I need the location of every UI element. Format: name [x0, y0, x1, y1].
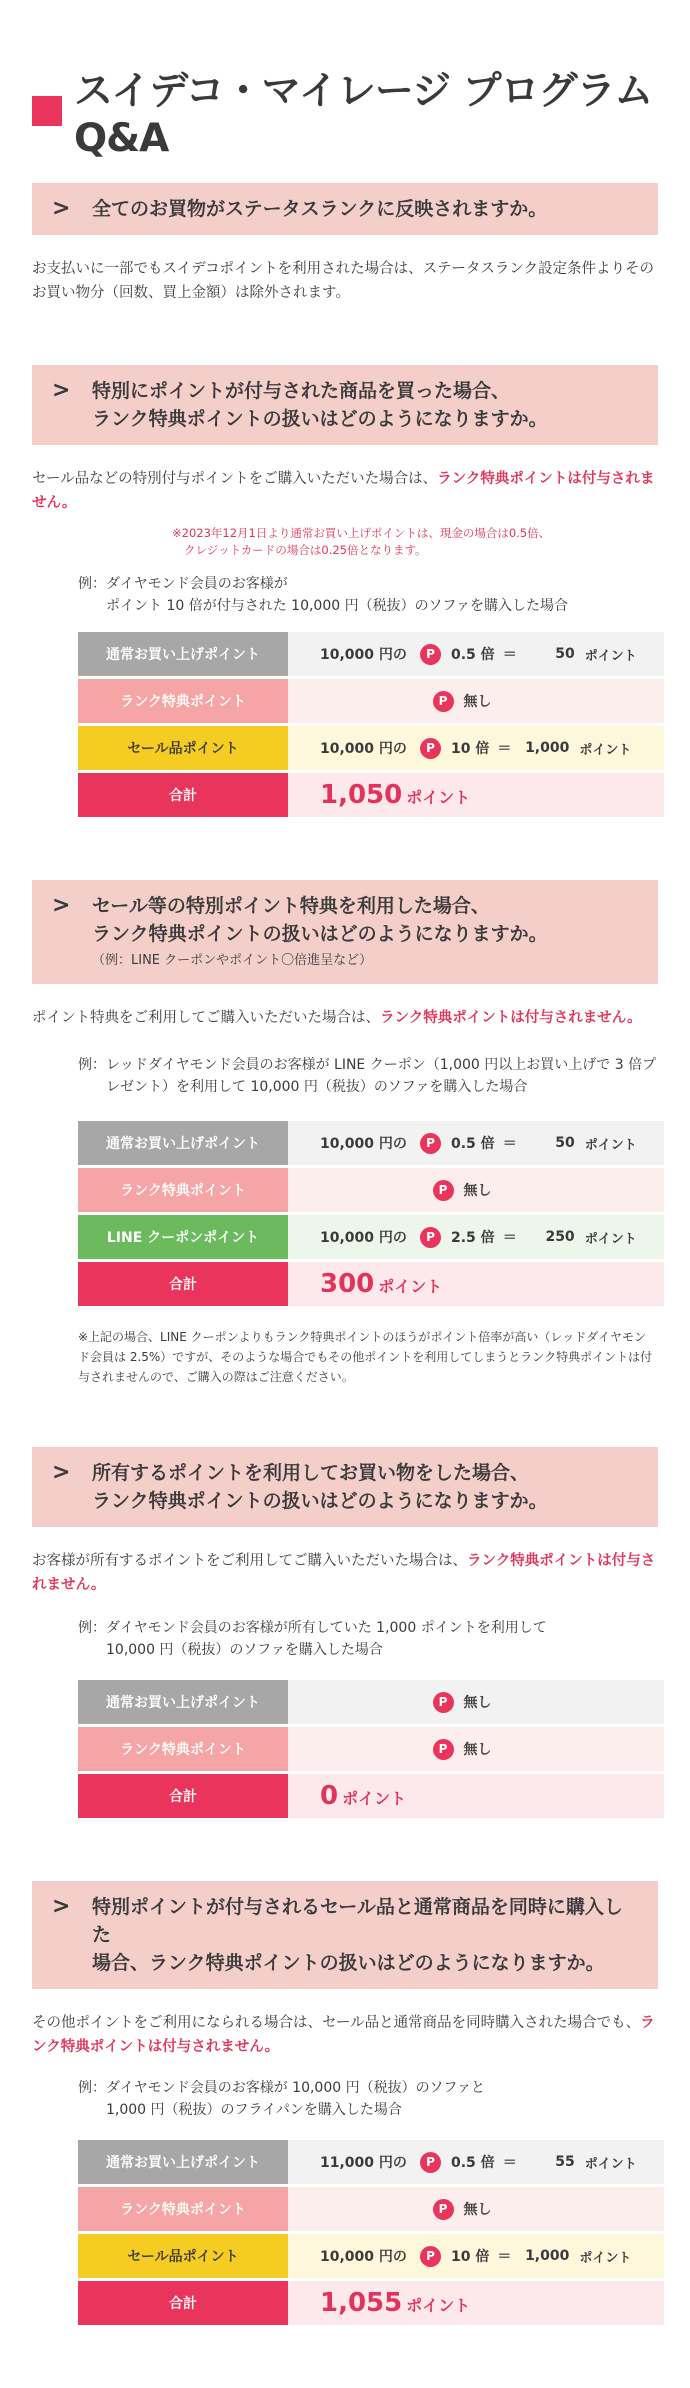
row-label-rank: ランク特典ポイント: [78, 1727, 288, 1771]
rank-value: 無し: [463, 694, 492, 710]
multiplier: 0.5 倍: [451, 2155, 495, 2171]
example-body: レッドダイヤモンド会員のお客様が LINE クーポン（1,000 円以上お買い上げで 3 倍プレゼント）を利用して 10,000 円（税抜）のソファを購入した場合: [106, 1057, 657, 1095]
amount: 10,000 円の: [320, 741, 407, 757]
equals: ＝: [502, 2155, 517, 2171]
answer-emphasis: ランク特典ポイントは付与されません。: [380, 1010, 642, 1026]
answer-text: [32, 467, 658, 515]
answer-emphasis: ランク特典ポイントは付与されません。: [32, 1553, 656, 1593]
answer-text: [32, 2011, 658, 2059]
question-line: 特別にポイントが付与された商品を買った場合、: [92, 380, 511, 402]
equals: ＝: [502, 1230, 517, 1246]
row-label-rank: ランク特典ポイント: [78, 2187, 288, 2231]
example-prefix: 例：: [78, 2080, 106, 2096]
question-text: [92, 1459, 548, 1515]
points: 55: [555, 2154, 575, 2170]
row-label-total: 合計: [78, 1774, 288, 1818]
equals: ＝: [497, 2249, 512, 2265]
example-prefix: 例：: [78, 1620, 106, 1636]
question-text: [92, 1893, 640, 1977]
row-label-total: 合計: [78, 773, 288, 817]
row-value-rank: [288, 679, 664, 723]
total-unit: ポイント: [406, 2296, 471, 2315]
row-value-line: [288, 1215, 664, 1259]
chevron-right-icon: >: [52, 1894, 71, 1919]
multiplier: 0.5 倍: [451, 647, 495, 663]
rank-value: 無し: [463, 2202, 492, 2218]
chevron-right-icon: >: [52, 378, 71, 403]
row-label-normal: 通常お買い上げポイント: [78, 1680, 288, 1724]
rank-value: 無し: [463, 1183, 492, 1199]
question-bar: [32, 183, 658, 235]
example-prefix: 例：: [78, 1057, 106, 1073]
total-unit: ポイント: [378, 1277, 443, 1296]
row-value-total: [288, 773, 664, 817]
question-line: ランク特典ポイントの扱いはどのようになりますか。: [92, 408, 548, 430]
table-row: [78, 679, 664, 723]
rank-value: 無し: [463, 1742, 492, 1758]
question-line: ランク特典ポイントの扱いはどのようになりますか。: [92, 1490, 548, 1512]
row-value-total: [288, 2281, 664, 2325]
question-bar: [32, 365, 658, 445]
table-row: [78, 632, 664, 676]
points-table: [78, 629, 664, 820]
example-body: [106, 573, 568, 617]
row-label-normal: 通常お買い上げポイント: [78, 1121, 288, 1165]
question-line: 所有するポイントを利用してお買い物をした場合、: [92, 1462, 530, 1484]
points-table: [78, 1118, 664, 1309]
answer-text: [32, 1549, 658, 1597]
row-value-rank: [288, 2187, 664, 2231]
table-row: [78, 2234, 664, 2278]
row-label-sale: セール品ポイント: [78, 726, 288, 770]
equals: ＝: [502, 1136, 517, 1152]
point-icon: P: [420, 1133, 441, 1154]
question-text: [92, 892, 548, 972]
answer-text: [32, 1006, 658, 1030]
row-label-normal: 通常お買い上げポイント: [78, 632, 288, 676]
question-text: 全てのお買物がステータスランクに反映されますか。: [92, 198, 548, 220]
qa-item-1: [32, 183, 658, 305]
question-bar: [32, 1881, 658, 1989]
question-subtext: （例：LINE クーポンやポイント〇倍進呈など）: [92, 953, 373, 968]
answer-emphasis: ランク特典ポイントは付与されません。: [32, 471, 655, 511]
example-line: ダイヤモンド会員のお客様が: [106, 576, 288, 592]
example-line: ポイント 10 倍が付与された 10,000 円（税抜）のソファを購入した場合: [106, 598, 569, 614]
table-row: [78, 2140, 664, 2184]
points: 250: [545, 1229, 575, 1245]
chevron-right-icon: >: [52, 1460, 71, 1485]
answer-body: お客様が所有するポイントをご利用してご購入いただいた場合は、: [32, 1553, 467, 1569]
rate-note-line: ※2023年12月1日より通常お買い上げポイントは、現金の場合は0.5倍、: [172, 526, 551, 540]
table-row: [78, 1680, 664, 1724]
example-line: 1,000 円（税抜）のフライパンを購入した場合: [106, 2102, 402, 2118]
table-row: [78, 1168, 664, 1212]
answer-body: セール品などの特別付与ポイントをご購入いただいた場合は、: [32, 471, 438, 487]
question-line: 場合、ランク特典ポイントの扱いはどのようになりますか。: [92, 1952, 605, 1974]
points: 50: [555, 1135, 575, 1151]
row-value-sale: [288, 726, 664, 770]
row-label-total: 合計: [78, 2281, 288, 2325]
question-line: セール等の特別ポイント特典を利用した場合、: [92, 895, 490, 917]
point-icon: P: [433, 1739, 454, 1760]
points-unit: ポイント: [584, 648, 637, 664]
points-table: [78, 2137, 664, 2328]
points-unit: ポイント: [584, 2156, 637, 2172]
multiplier: 2.5 倍: [451, 1230, 495, 1246]
answer-emphasis: ランク特典ポイントは付与されません。: [32, 2015, 655, 2055]
points-unit: ポイント: [584, 1137, 637, 1153]
question-text: [92, 377, 548, 433]
row-value-normal: [288, 1121, 664, 1165]
point-icon: P: [420, 2246, 441, 2267]
amount: 11,000 円の: [320, 2155, 407, 2171]
example-body: [106, 1617, 547, 1661]
row-label-total: 合計: [78, 1262, 288, 1306]
example-text: [32, 1054, 658, 1098]
points-unit: ポイント: [579, 742, 632, 758]
equals: ＝: [497, 741, 512, 757]
points-table: [78, 1677, 664, 1821]
row-value-total: [288, 1262, 664, 1306]
title-square-icon: [32, 96, 62, 126]
amount: 10,000 円の: [320, 647, 407, 663]
example-text: [32, 2077, 658, 2121]
table-row: [78, 1215, 664, 1259]
point-icon: P: [420, 644, 441, 665]
total-unit: ポイント: [342, 1789, 407, 1808]
table-row: [78, 773, 664, 817]
qa-item-3: [32, 880, 658, 1387]
page-title-text: スイデコ・マイレージ プログラム Q&A: [74, 69, 653, 161]
amount: 10,000 円の: [320, 1136, 407, 1152]
points: 1,000: [525, 2248, 570, 2264]
total-points: 1,055: [320, 2288, 403, 2318]
answer-body: その他ポイントをご利用になられる場合は、セール品と通常商品を同時購入された場合でも、: [32, 2015, 641, 2031]
example-prefix: 例：: [78, 576, 106, 592]
row-label-sale: セール品ポイント: [78, 2234, 288, 2278]
answer-text: お支払いに一部でもスイデコポイントを利用された場合は、ステータスランク設定条件よりそのお買い物分（回数、買上金額）は除外されます。: [32, 261, 655, 301]
example-body: [106, 2077, 485, 2121]
qa-item-5: [32, 1881, 658, 2328]
points-unit: ポイント: [579, 2250, 632, 2266]
example-line: ダイヤモンド会員のお客様が 10,000 円（税抜）のソファと: [106, 2080, 486, 2096]
row-label-rank: ランク特典ポイント: [78, 679, 288, 723]
qa-item-2: [32, 365, 658, 820]
page-title: [32, 60, 658, 161]
question-bar: [32, 880, 658, 984]
point-icon: P: [420, 1227, 441, 1248]
qa-item-4: [32, 1447, 658, 1821]
multiplier: 10 倍: [451, 741, 490, 757]
row-label-rank: ランク特典ポイント: [78, 1168, 288, 1212]
answer-body: ポイント特典をご利用してご購入いただいた場合は、: [32, 1010, 380, 1026]
question-bar: [32, 1447, 658, 1527]
question-line: ランク特典ポイントの扱いはどのようになりますか。: [92, 923, 548, 945]
normal-value: 無し: [463, 1695, 492, 1711]
total-points: 300: [320, 1269, 375, 1299]
point-icon: P: [433, 1180, 454, 1201]
table-row: [78, 726, 664, 770]
table-row: [78, 1774, 664, 1818]
example-text: [32, 1617, 658, 1661]
row-value-sale: [288, 2234, 664, 2278]
example-text: [32, 573, 658, 617]
table-row: [78, 1727, 664, 1771]
point-icon: P: [420, 2152, 441, 2173]
footnote: ※上記の場合、LINE クーポンよりもランク特典ポイントのほうがポイント倍率が高い（レッドダイヤモンド会員は 2.5%）ですが、そのような場合でもその他ポイントを利用してしまうとランク特典ポイントは付与されませんので、ご購入の際はご注意ください。: [78, 1330, 653, 1384]
point-icon: P: [433, 691, 454, 712]
total-unit: ポイント: [406, 788, 471, 807]
multiplier: 0.5 倍: [451, 1136, 495, 1152]
total-points: 0: [320, 1781, 339, 1811]
table-row: [78, 1121, 664, 1165]
row-value-normal: [288, 2140, 664, 2184]
points: 50: [555, 646, 575, 662]
total-points: 1,050: [320, 780, 403, 810]
points: 1,000: [525, 740, 570, 756]
chevron-right-icon: >: [52, 196, 71, 221]
row-value-rank: [288, 1727, 664, 1771]
point-icon: P: [433, 1692, 454, 1713]
row-value-normal: [288, 632, 664, 676]
row-value-normal: [288, 1680, 664, 1724]
amount: 10,000 円の: [320, 2249, 407, 2265]
table-row: [78, 2187, 664, 2231]
point-icon: P: [420, 738, 441, 759]
chevron-right-icon: >: [52, 893, 71, 918]
question-line: 特別ポイントが付与されるセール品と通常商品を同時に購入した: [92, 1896, 623, 1946]
table-row: [78, 2281, 664, 2325]
row-label-normal: 通常お買い上げポイント: [78, 2140, 288, 2184]
row-label-line: LINE クーポンポイント: [78, 1215, 288, 1259]
rate-note-line: クレジットカードの場合は0.25倍となります。: [184, 543, 427, 557]
example-line: 10,000 円（税抜）のソファを購入した場合: [106, 1642, 383, 1658]
rate-note: [32, 525, 658, 559]
example-line: ダイヤモンド会員のお客様が所有していた 1,000 ポイントを利用して: [106, 1620, 547, 1636]
table-row: [78, 1262, 664, 1306]
points-unit: ポイント: [584, 1231, 637, 1247]
amount: 10,000 円の: [320, 1230, 407, 1246]
row-value-total: [288, 1774, 664, 1818]
equals: ＝: [502, 647, 517, 663]
row-value-rank: [288, 1168, 664, 1212]
multiplier: 10 倍: [451, 2249, 490, 2265]
point-icon: P: [433, 2199, 454, 2220]
